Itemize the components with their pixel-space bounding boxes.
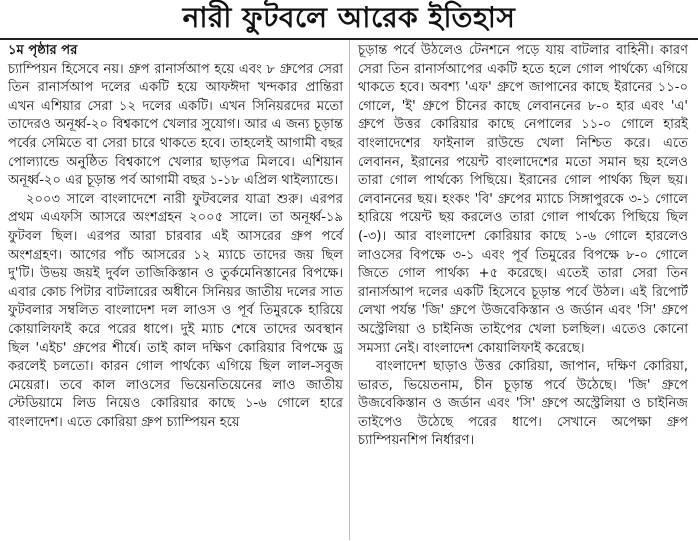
paragraph: চূড়ান্ত পর্বে উঠলেও টেনশনে পড়ে যায় বাটলার বাহিনী। কারণ সেরা তিন রানার্সআপের একটি হতে হলে গোল পার্থক্যে এগিয়ে থাকতে হবে। অবশ্য 'এফ' গ্রুপে জাপানের কাছে ইরানের ১১-০ গোলে, 'ই' গ্রুপে চীনের কাছে লেবাননের ৮-০ হার এবং 'এ' গ্রুপে উত্তর কোরিয়ার কাছে নেপালের ১১-০ গোলে হারই বাংলাদেশের ফাইনাল রাউন্ডে খেলা নিশ্চিত করে। এতে লেবানন, ইরানের পয়েন্ট বাংলাদেশের মতো সমান ছয় হলেও তারা গোল পার্থক্যে পিছিয়ে। ইরানের গোল পার্থক্য ছিল ছয়। লেবাননের ছয়। হংকং 'বি' গ্রুপের ম্যাচে সিঙ্গাপুরকে ৩-১ গোলে হারিয়ে পয়েন্ট ছয় করলেও তারা গোল পার্থক্যে পিছিয়ে ছিল (-৩)। আর বাংলাদেশ কোরিয়ার কাছে ১-৬ গোলে হারলেও লাওসের বিপক্ষে ৩-১ এবং পূর্ব তিমুরের বিপক্ষে ৮-০ গোলে জিতে গোল পার্থক্য +৫ করেছে। এতেই তারা সেরা তিন রানার্সআপ দলের একটি হিসেবে চূড়ান্ত পর্বে উঠল। এই রিপোর্ট লেখা পর্যন্ত 'জি' গ্রুপে উজবেকিস্তান ও জর্ডান এবং 'সি' গ্রুপে অস্ট্রেলিয়া ও চাইনিজ তাইপের খেলা চলছিল। এতেও কোনো সমস্যা নেই। বাংলাদেশ কোয়ালিফাই করেছে। <box>358 43 688 356</box>
left-column <box>4 40 349 540</box>
right-column <box>349 40 694 540</box>
paragraph: চ্যাম্পিয়ন হিসেবে নয়। গ্রুপ রানার্সআপ হয়ে এবং ৮ গ্রুপের সেরা তিন রানার্সআপ দলের একটি হয়ে আফঈদা খন্দকার প্রান্তিরা এখন এশিয়ার সেরা ১২ দলের একটি। এখন সিনিয়রদের মতো তাদেরও অনূর্ধ্ব-২০ বিশ্বকাপে খেলার সুযোগ। আর এ জন্য চূড়ান্ত পর্বের সেমিতে বা সেরা চারে থাকতে হবে। তাহলেই আগামী বছর পোল্যান্ডে অনুষ্ঠিত বিশ্বকাপে খেলার ছাড়পত্র মিলবে। এশিয়ান অনূর্ধ্ব-২০ এর চূড়ান্ত পর্ব আগামী বছর ১-১৮ এপ্রিল থাইল্যান্ডে। <box>8 61 343 189</box>
paragraph: ২০০৩ সালে বাংলাদেশে নারী ফুটবলের যাত্রা শুরু। এরপর প্রথম এএফসি আসরে অংশগ্রহন ২০০৫ সালে। তা অনূর্ধ্ব-১৯ ফুটবল ছিল। এরপর আরা চারবার এই আসরের গ্রুপ পর্বে অংশগ্রহণ। আগের পাঁচ আসরের ১২ ম্যাচে তাদের জয় ছিল দু'টি। উভয় জয়ই দুর্বল তাজিকিস্তান ও তুর্কমেনিস্তানের বিপক্ষে। এবার কোচ পিটার বাটলারের অধীনে সিনিয়র জাতীয় দলের সাত ফুটবলার সম্বলিত বাংলাদেশ দল লাওস ও পূর্ব তিমুরকে হারিয়ে কোয়ালিফাই করে পরের ধাপে। দুই ম্যাচ শেষে তাদের অবস্থান ছিল 'এইচ' গ্রুপের শীর্ষে। তাই কাল দক্ষিণ কোরিয়ার বিপক্ষে ড্র করলেই চলতো। কারন গোল পার্থক্যে এগিয়ে ছিল লাল-সবুজ মেয়েরা। তবে কাল লাওসের ভিয়েনতিয়েনের লাও জাতীয় স্টেডিয়ামে লিড নিয়েও কোরিয়ার কাছে ১-৬ গোলে হারে বাংলাদেশ। এতে কোরিয়া গ্রুপ চ্যাম্পিয়ন হয়ে <box>8 191 343 430</box>
article-body <box>0 40 698 540</box>
paragraph: বাংলাদেশ ছাড়াও উত্তর কোরিয়া, জাপান, দক্ষিণ কোরিয়া, ভারত, ভিয়েতনাম, চীন চূড়ান্ত পর্বে উঠেছে। 'জি' গ্রুপে উজবেকিস্তান ও জর্ডান এবং 'সি' গ্রুপে অস্ট্রেলিয়া ও চাইনিজ তাইপেও উঠেছে পরের ধাপে। সেখানে অপেক্ষা গ্রুপ চ্যাম্পিয়নশিপ নির্ধারণ। <box>358 359 688 449</box>
continuation-label: ১ম পৃষ্ঠার পর <box>8 43 78 58</box>
headline: নারী ফুটবলে আরেক ইতিহাস <box>0 0 698 40</box>
